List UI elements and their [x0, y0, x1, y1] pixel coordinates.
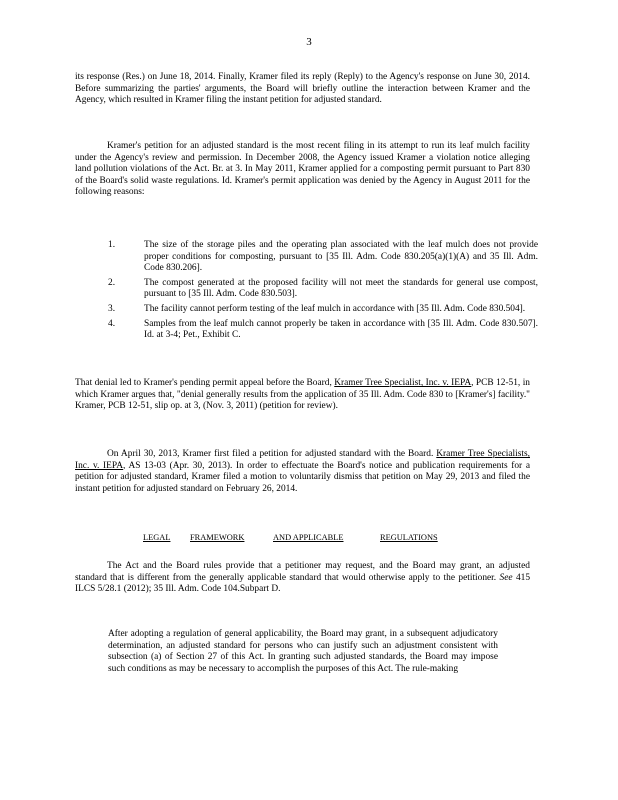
list-item-text: The facility cannot perform testing of the leaf mulch in accordance with [35 Ill. Adm. Code 830.504]. — [144, 303, 526, 314]
signal-see: See — [499, 572, 513, 583]
heading-word: FRAMEWORK — [190, 533, 245, 542]
paragraph-permit-appeal — [75, 378, 530, 413]
heading-word: REGULATIONS — [380, 533, 438, 542]
list-item-text: The size of the storage piles and the operating plan associated with the leaf mulch does not provide proper conditions for composting, pursuant to [35 Ill. Adm. Code 830.205(a)(1)(A) and 35 Ill. Adm. Code 830.206]. — [144, 240, 538, 274]
block-quote: After adopting a regulation of general applicability, the Board may grant, in a subsequent adjudicatory determination, an adjusted standard for persons who can justify such an adjustment consistent with subsection (a) of Section 27 of this Act. In granting such adjusted standards, the Board may impose such conditions as may be necessary to accomplish the purposes of this Act. The rule-making — [108, 629, 498, 674]
list-item — [108, 304, 538, 316]
list-item-text: The compost generated at the proposed facility will not meet the standards for general use compost, pursuant to [35 Ill. Adm. Code 830.503]. — [144, 277, 538, 300]
list-item — [108, 278, 538, 301]
list-item — [108, 319, 538, 342]
list-item-number: 2. — [108, 277, 116, 288]
paragraph-legal-framework — [75, 561, 530, 596]
paragraph-prior-petition — [75, 449, 530, 495]
list-item-number: 1. — [108, 240, 116, 250]
text-run: That denial led to Kramer's pending permit appeal before the Board, — [75, 378, 335, 388]
list-item-number: 3. — [108, 303, 116, 314]
case-citation: Kramer Tree Specialists, Inc. v. IEPA — [75, 449, 530, 471]
text-run: 415 ILCS 5/28.1 (2012); 35 Ill. Adm. Code 104.Subpart D. — [75, 572, 530, 595]
text-run: The Act and the Board rules provide that a petitioner may request, and the Board may grant, an adjusted standard that is different from the generally applicable standard that would otherwise apply to the petitioner. — [75, 561, 530, 583]
denial-reasons-list — [108, 240, 538, 345]
heading-word: AND APPLICABLE — [273, 533, 344, 542]
paragraph-background: Kramer's petition for an adjusted standard is the most recent filing in its attempt to run its leaf mulch facility under the Agency's review and permission. In December 2008, the Agency issued Kramer a violation notice alleging land pollution violations of the Act. Br. at 3. In May 2011, Kramer applied for a composting permit pursuant to Part 830 of the Board's solid waste regulations. Id. Kramer's permit application was denied by the Agency in August 2011 for the following reasons: — [75, 141, 530, 198]
list-item-number: 4. — [108, 318, 116, 329]
text-run: , PCB 12-51, in which Kramer argues that, "denial generally results from the application of 35 Ill. Adm. Code 830 to [Kramer's] facility." Kramer, PCB 12-51, slip op. at 3, (Nov. 3, 2011) (petition for review). — [75, 378, 530, 412]
list-item — [108, 240, 538, 275]
page-number: 3 — [306, 36, 312, 48]
case-citation: Kramer Tree Specialist, Inc. v. IEPA — [334, 378, 472, 388]
heading-word: LEGAL — [143, 533, 171, 542]
text-run: , AS 13-03 (Apr. 30, 2013). In order to effectuate the Board's notice and publication requirements for a petition for adjusted standard, Kramer filed a motion to voluntarily dismiss that petition on May 29, 2013 and filed the instant petition for adjusted standard on February 26, 2014. — [75, 460, 530, 494]
paragraph-procedural-history: its response (Res.) on June 18, 2014. Finally, Kramer filed its reply (Reply) to the Agency's response on June 30, 2014. Before summarizing the parties' arguments, the Board will briefly outline the interaction between Kramer and the Agency, which resulted in Kramer filing the instant petition for adjusted standard. — [75, 72, 530, 106]
text-run: On April 30, 2013, Kramer first filed a petition for adjusted standard with the Board. — [107, 449, 437, 459]
list-item-text: Samples from the leaf mulch cannot properly be taken in accordance with [35 Ill. Adm. Code 830.507]. Id. at 3-4; Pet., Exhibit C. — [144, 318, 538, 341]
